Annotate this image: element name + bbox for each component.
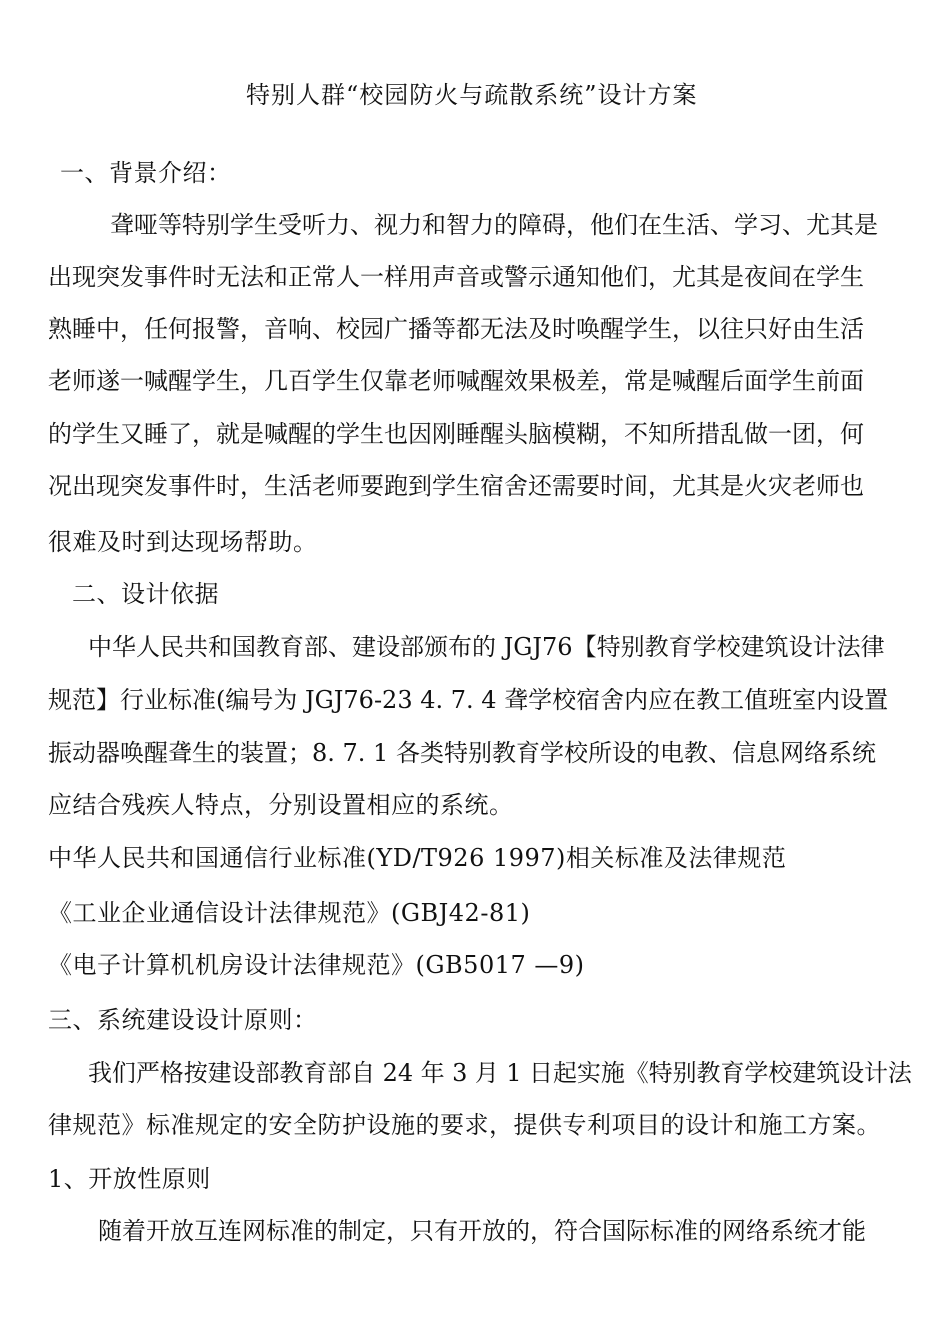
section-1-line: 熟睡中，任何报警，音响、校园广播等都无法及时唤醒学生，以往只好由生活 <box>48 315 864 343</box>
section-1-line: 的学生又睡了，就是喊醒的学生也因刚睡醒头脑模糊，不知所措乱做一团，何 <box>48 420 864 448</box>
section-1-line: 聋哑等特别学生受听力、视力和智力的障碍，他们在生活、学习、尤其是 <box>110 211 878 239</box>
section-1-line: 老师遂一喊醒学生，几百学生仅靠老师喊醒效果极差，常是喊醒后面学生前面 <box>48 367 864 395</box>
section-2-line: 中华人民共和国教育部、建设部颁布的 JGJ76【特别教育学校建筑设计法律 <box>88 633 885 661</box>
reference-item: 《电子计算机机房设计法律规范》(GB5017 —9) <box>48 951 585 979</box>
subsection-heading: 1、开放性原则 <box>48 1165 211 1193</box>
section-1-heading: 一、背景介绍： <box>60 159 232 187</box>
section-1-line: 出现突发事件时无法和正常人一样用声音或警示通知他们，尤其是夜间在学生 <box>48 263 864 291</box>
section-1-line: 况出现突发事件时，生活老师要跑到学生宿舍还需要时间，尤其是火灾老师也 <box>48 472 864 500</box>
document-title: 特别人群“校园防火与疏散系统”设计方案 <box>246 81 698 109</box>
subsection-line: 随着开放互连网标准的制定，只有开放的，符合国际标准的网络系统才能 <box>98 1217 866 1245</box>
section-2-line: 振动器唤醒聋生的装置；8. 7. 1 各类特别教育学校所设的电教、信息网络系统 <box>48 739 876 767</box>
section-3-line: 律规范》标准规定的安全防护设施的要求，提供专利项目的设计和施工方案。 <box>48 1111 881 1139</box>
section-2-heading: 二、设计依据 <box>72 580 219 608</box>
reference-item: 中华人民共和国通信行业标准(YD/T926 1997)相关标准及法律规范 <box>48 844 787 872</box>
section-3-heading: 三、系统建设设计原则： <box>48 1006 318 1034</box>
section-1-line: 很难及时到达现场帮助。 <box>48 528 318 556</box>
section-3-line: 我们严格按建设部教育部自 24 年 3 月 1 日起实施《特别教育学校建筑设计法 <box>88 1059 912 1087</box>
section-2-line: 应结合残疾人特点，分别设置相应的系统。 <box>48 791 514 819</box>
reference-item: 《工业企业通信设计法律规范》(GBJ42-81) <box>48 899 531 927</box>
section-2-line: 规范】行业标准(编号为 JGJ76-23 4. 7. 4 聋学校宿舍内应在教工值班室内设置 <box>48 686 889 714</box>
